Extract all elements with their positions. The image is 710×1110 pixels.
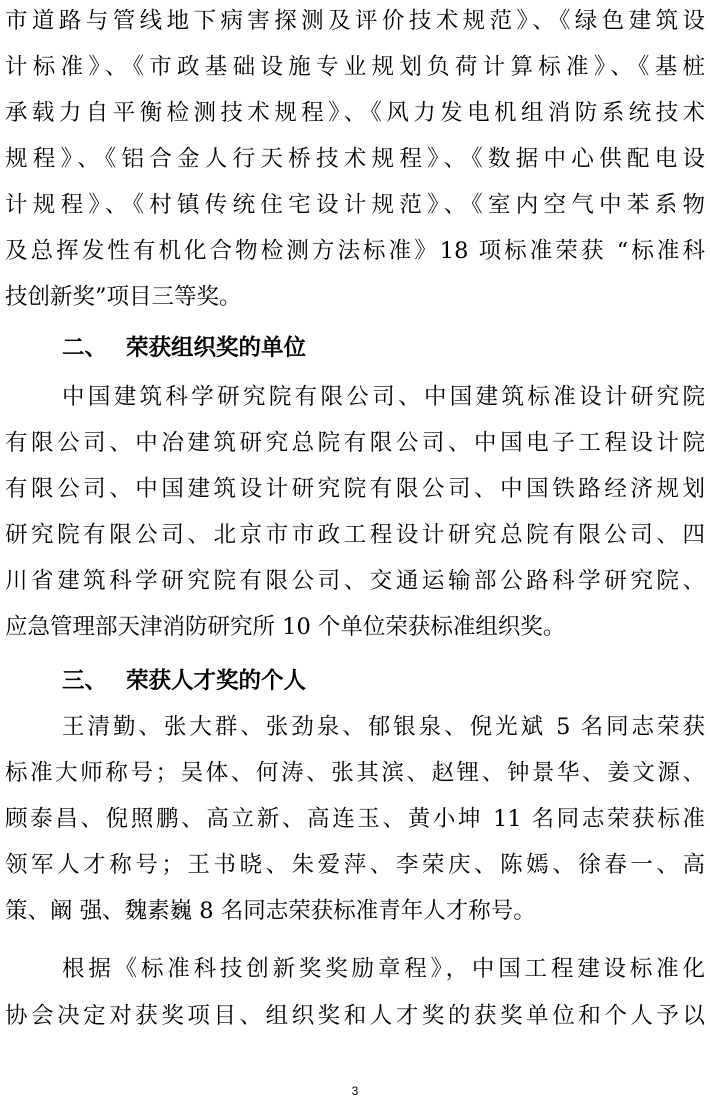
text-line: 承载力自平衡检测技术规程》、《风力发电机组消防系统技术 (5, 100, 705, 126)
page-number: 3 (351, 1084, 359, 1098)
text-line: 王清勤、张大群、张劲泉、郁银泉、倪光斌 5 名同志荣获 (62, 714, 705, 740)
text-line: 有限公司、中国建筑设计研究院有限公司、中国铁路经济规划 (5, 476, 705, 502)
text-line: 根据《标准科技创新奖奖励章程》，中国工程建设标准化 (62, 956, 705, 982)
section-title: 荣获组织奖的单位 (126, 335, 307, 361)
section-number: 三、 (62, 668, 108, 694)
section-heading-talent-award (62, 658, 306, 704)
section-title: 荣获人才奖的个人 (126, 668, 307, 694)
text-line: 领军人才称号；王书晓、朱爱萍、李荣庆、陈嫣、徐春一、高 (5, 852, 705, 878)
text-line: 策、阚 强、魏素巍 8 名同志荣获标准青年人才称号。 (5, 898, 536, 924)
text-line: 计标准》、《市政基础设施专业规划负荷计算标准》、《基桩 (5, 54, 705, 80)
section-number: 二、 (62, 335, 108, 361)
text-line: 计规程》、《村镇传统住宅设计规范》、《室内空气中苯系物 (5, 192, 705, 218)
text-line: 有限公司、中冶建筑研究总院有限公司、中国电子工程设计院 (5, 430, 705, 456)
text-line: 规程》、《铝合金人行天桥技术规程》、《数据中心供配电设 (5, 146, 705, 172)
text-line: 市道路与管线地下病害探测及评价技术规范》、《绿色建筑设 (5, 8, 705, 34)
text-line: 技创新奖”项目三等奖。 (5, 284, 242, 310)
text-line: 应急管理部天津消防研究所 10 个单位荣获标准组织奖。 (5, 614, 566, 640)
text-line: 协会决定对获奖项目、组织奖和人才奖的获奖单位和个人予以 (5, 1003, 705, 1029)
text-line: 中国建筑科学研究院有限公司、中国建筑标准设计研究院 (62, 384, 705, 410)
text-line: 研究院有限公司、北京市市政工程设计研究总院有限公司、四 (5, 522, 705, 548)
section-heading-organization-award (62, 325, 306, 371)
text-line: 及总挥发性有机化合物检测方法标准》18 项标准荣获 “标准科 (5, 238, 705, 264)
text-line: 顾泰昌、倪照鹏、高立新、高连玉、黄小坤 11 名同志荣获标准 (5, 806, 705, 832)
text-line: 标准大师称号；吴体、何涛、张其滨、赵锂、钟景华、姜文源、 (5, 760, 705, 786)
text-line: 川省建筑科学研究院有限公司、交通运输部公路科学研究院、 (5, 568, 705, 594)
